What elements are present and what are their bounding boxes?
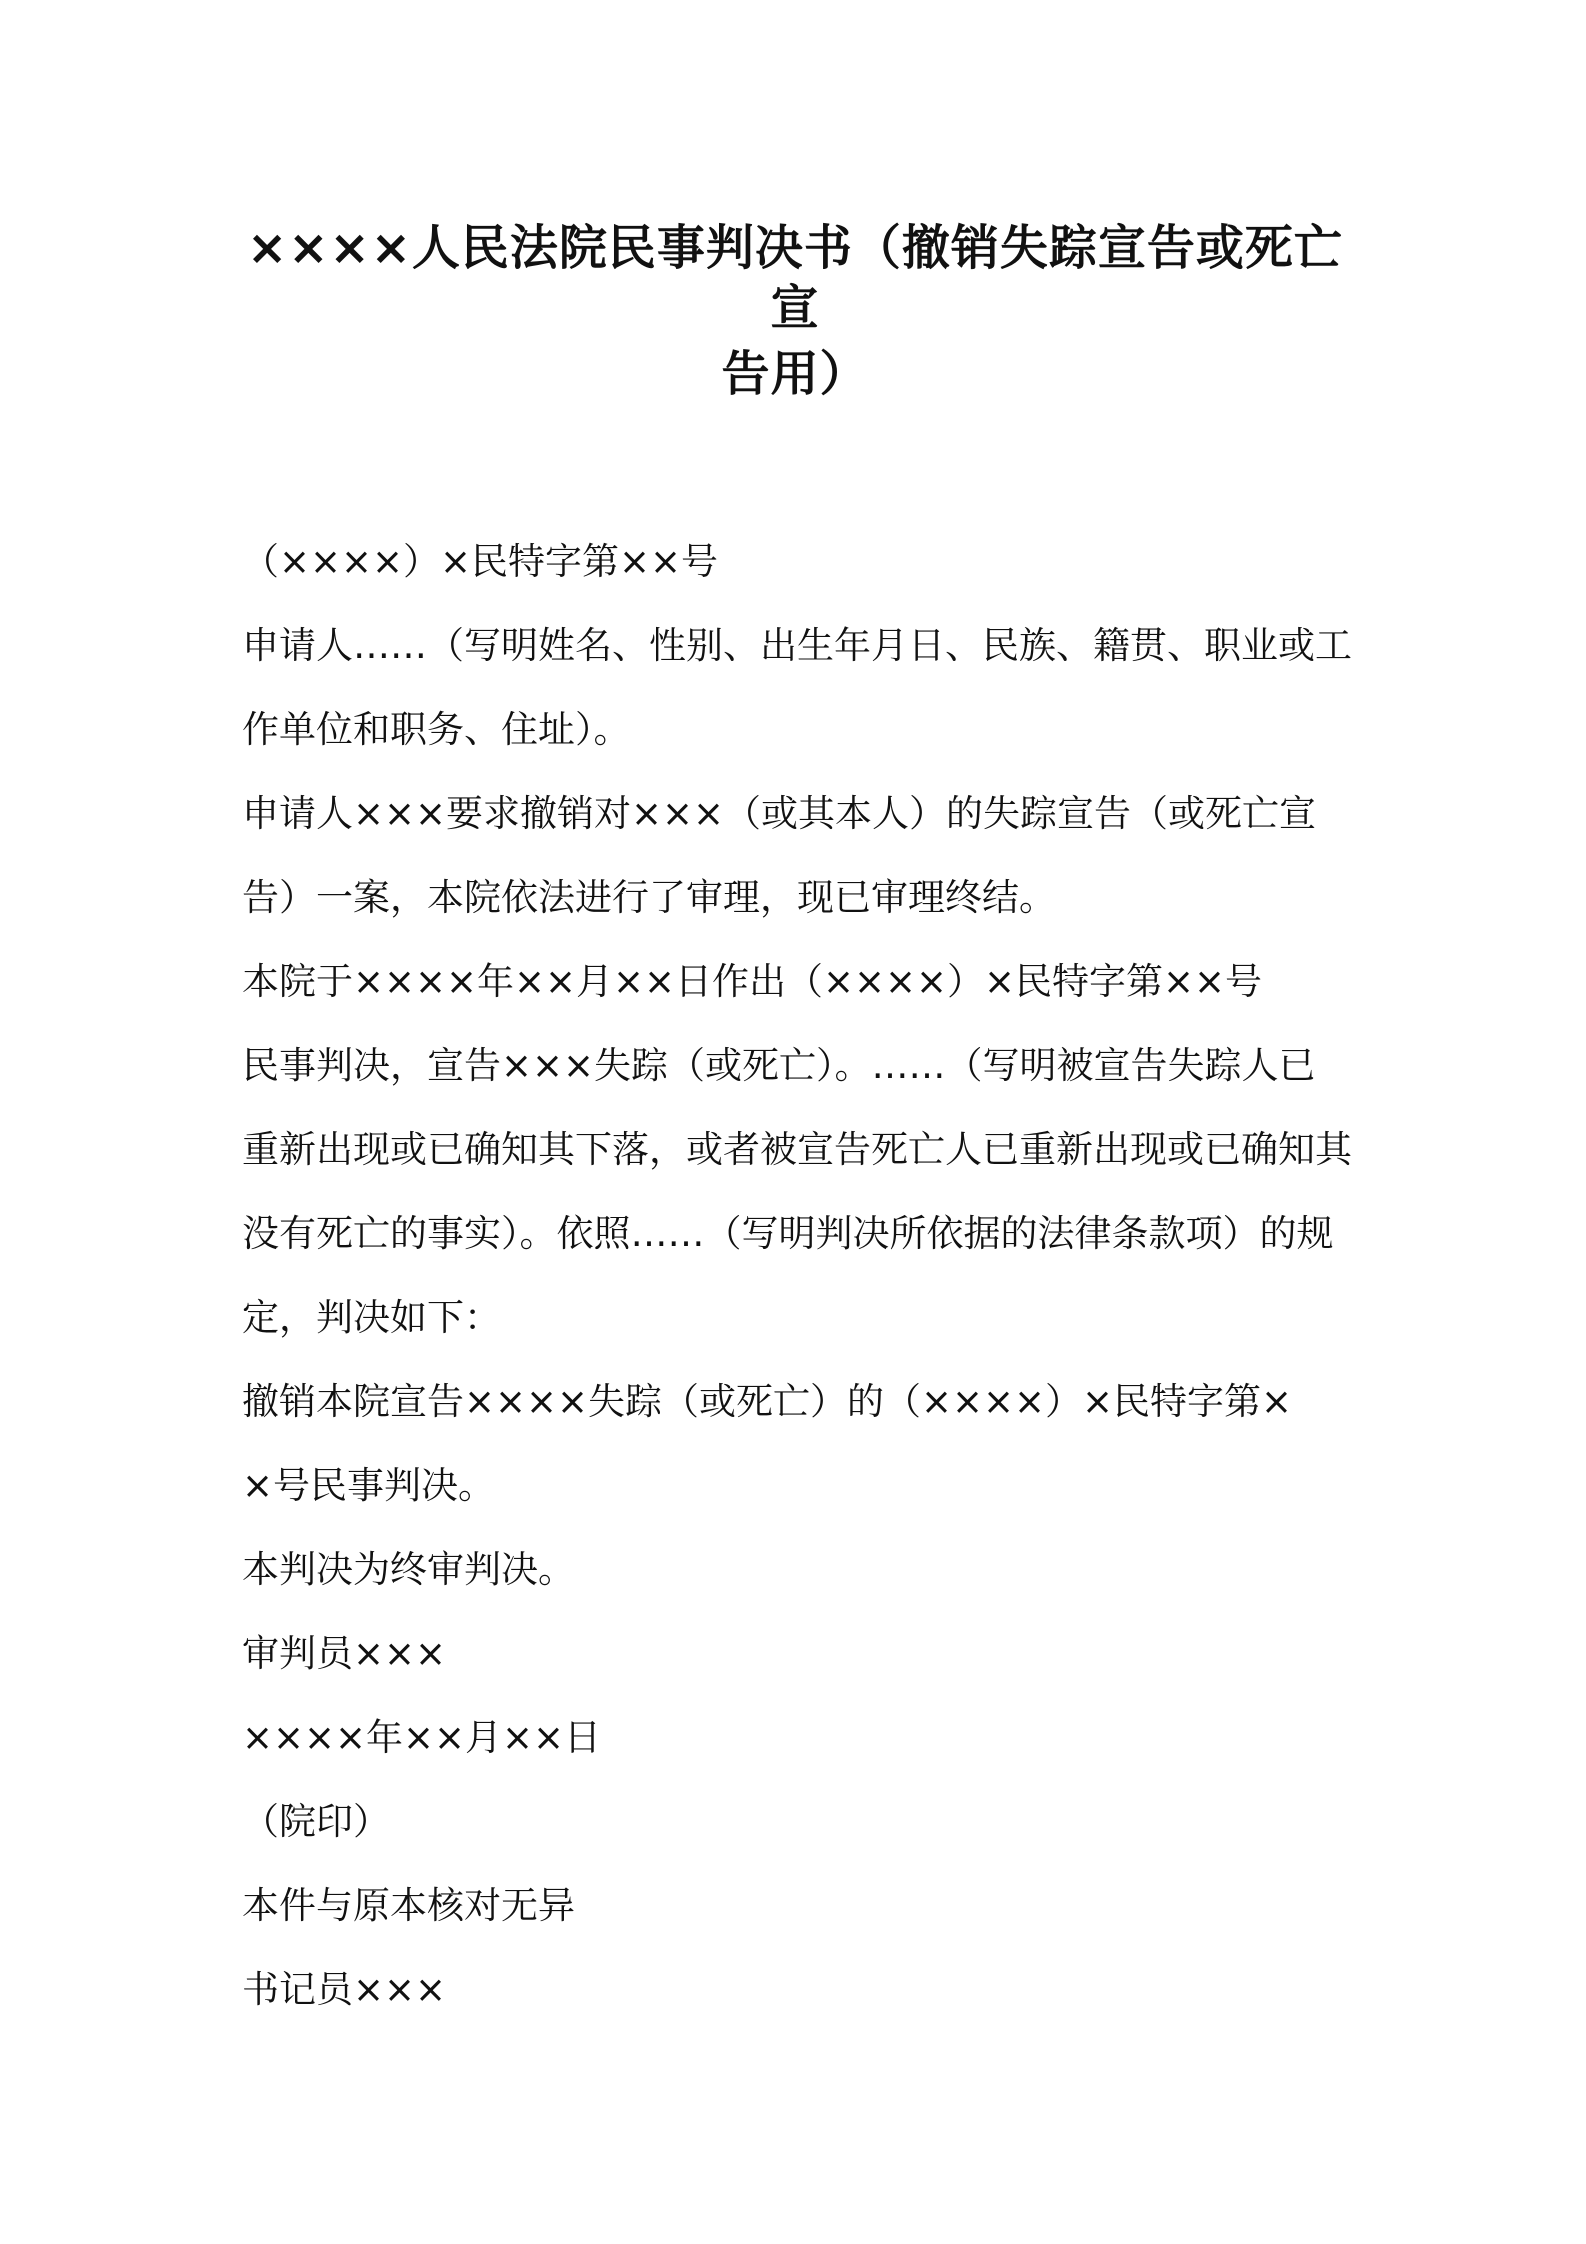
court-seal-line: （院印）	[242, 1800, 390, 1843]
applicant-line: 申请人……（写明姓名、性别、出生年月日、民族、籍贯、职业或工	[242, 624, 1352, 667]
document-title-line-2: 告用）	[721, 346, 869, 402]
facts-line: 民事判决，宣告×××失踪（或死亡）。……（写明被宣告失踪人已	[242, 1044, 1316, 1087]
document-title-line-1: ××××人民法院民事判决书（撤销失踪宣告或死亡宣	[247, 220, 1343, 336]
facts-line: 没有死亡的事实）。依照……（写明判决所依据的法律条款项）的规	[242, 1212, 1334, 1255]
judgment-line-cont: ×号民事判决。	[242, 1464, 496, 1507]
applicant-line-cont: 作单位和职务、住址）。	[242, 708, 631, 751]
facts-line: 重新出现或已确知其下落，或者被宣告死亡人已重新出现或已确知其	[242, 1128, 1352, 1171]
judgment-line: 撤销本院宣告××××失踪（或死亡）的（××××）×民特字第×	[242, 1380, 1293, 1423]
case-summary-line: 申请人×××要求撤销对×××（或其本人）的失踪宣告（或死亡宣	[242, 792, 1317, 835]
case-number: （××××）×民特字第××号	[242, 540, 719, 583]
clerk-line: 书记员×××	[242, 1968, 447, 2011]
date-line: ××××年××月××日	[242, 1716, 602, 1759]
final-judgment-line: 本判决为终审判决。	[242, 1548, 575, 1591]
document-body	[242, 532, 1352, 2044]
case-summary-line-cont: 告）一案，本院依法进行了审理，现已审理终结。	[242, 876, 1056, 919]
facts-line: 本院于××××年××月××日作出（××××）×民特字第××号	[242, 960, 1263, 1003]
judge-line: 审判员×××	[242, 1632, 447, 1675]
verification-line: 本件与原本核对无异	[242, 1884, 575, 1927]
facts-line: 定，判决如下：	[242, 1296, 501, 1339]
